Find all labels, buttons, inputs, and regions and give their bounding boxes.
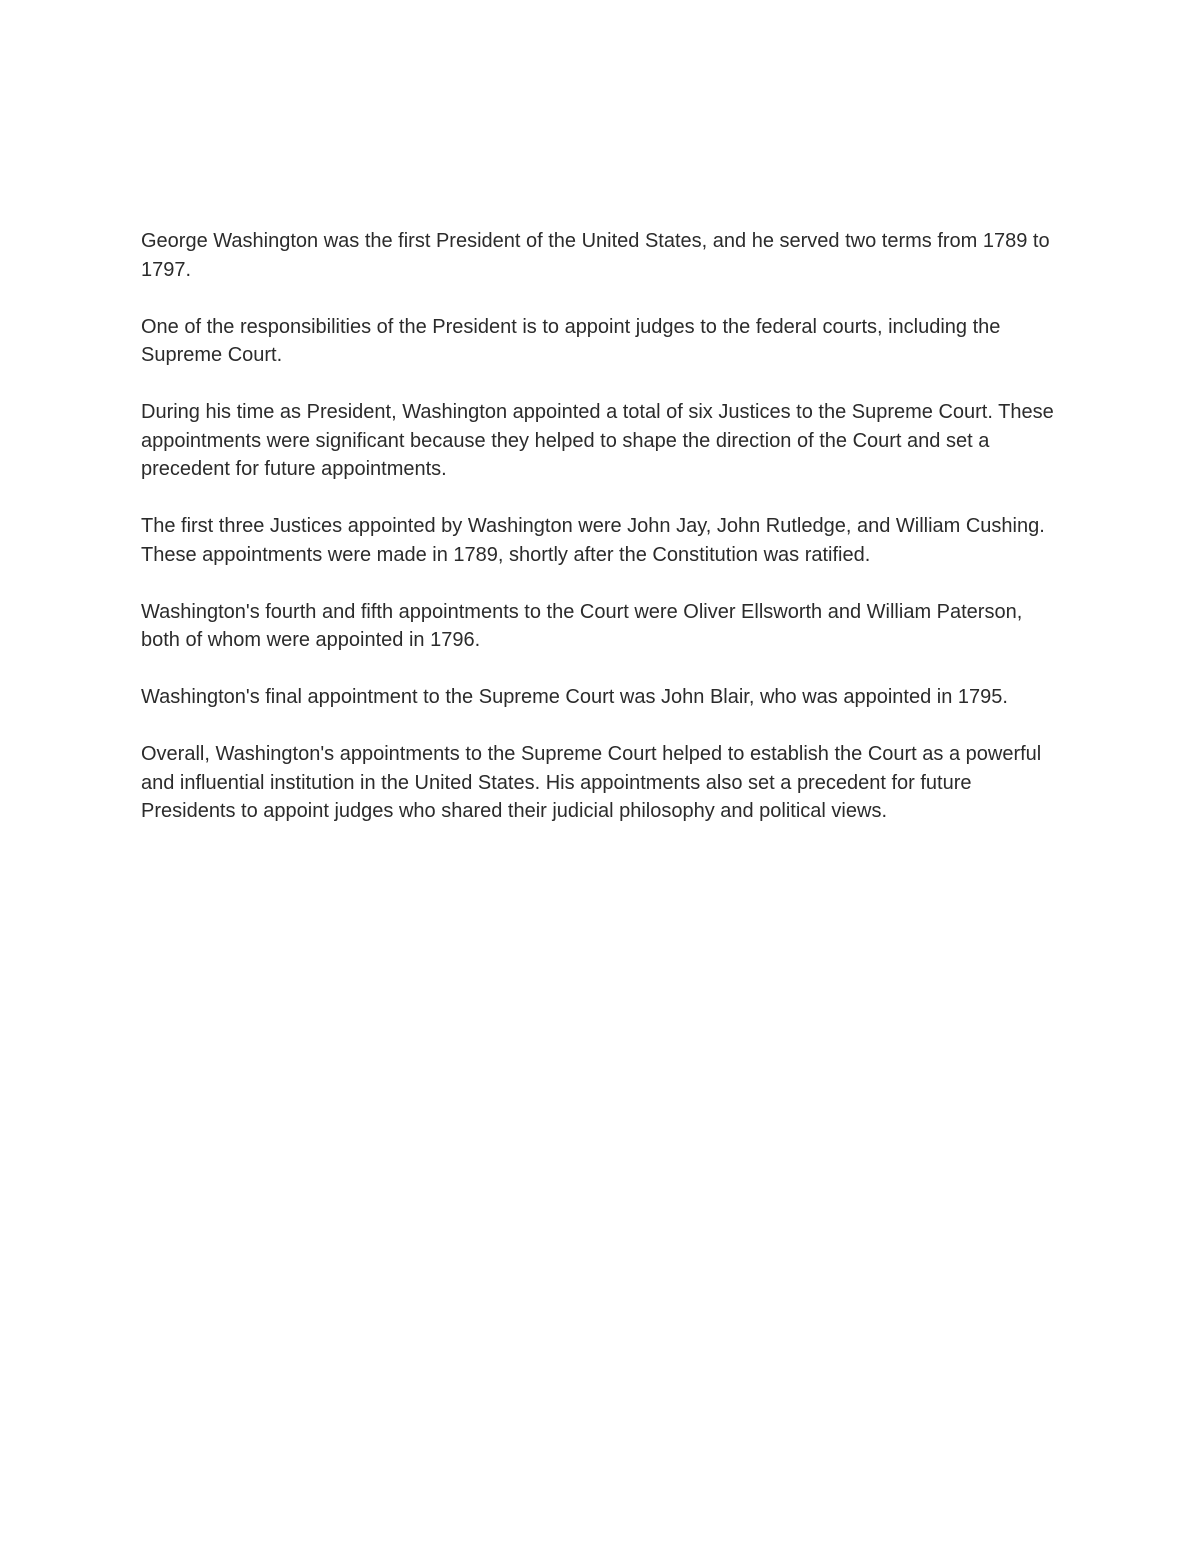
- paragraph-fourth-fifth-appointments: Washington's fourth and fifth appointments to the Court were Oliver Ellsworth and William Paterson, both of whom were appointed in 1796.: [141, 600, 1023, 651]
- paragraph-final-appointment: Washington's final appointment to the Supreme Court was John Blair, who was appointed in 1795.: [141, 686, 1008, 708]
- paragraph-first-three-justices: The first three Justices appointed by Washington were John Jay, John Rutledge, and William Cushing. These appointments were made in 1789, shortly after the Constitution was ratified.: [141, 515, 1045, 566]
- paragraph-presidential-responsibility: One of the responsibilities of the President is to appoint judges to the federal courts, including the Supreme Court.: [141, 315, 1001, 366]
- paragraph-overall-summary: Overall, Washington's appointments to the Supreme Court helped to establish the Court as a powerful and influential institution in the United States. His appointments also set a precedent for future Presidents to appoint judges who shared their judicial philosophy and political views.: [141, 743, 1042, 822]
- paragraph-washington-first-president: George Washington was the first President of the United States, and he served two terms from 1789 to 1797.: [141, 230, 1050, 281]
- paragraph-six-justices: During his time as President, Washington appointed a total of six Justices to the Supreme Court. These appointments were significant because they helped to shape the direction of the Court and set a precedent for future appointments.: [141, 401, 1054, 480]
- document-body: [141, 227, 1061, 826]
